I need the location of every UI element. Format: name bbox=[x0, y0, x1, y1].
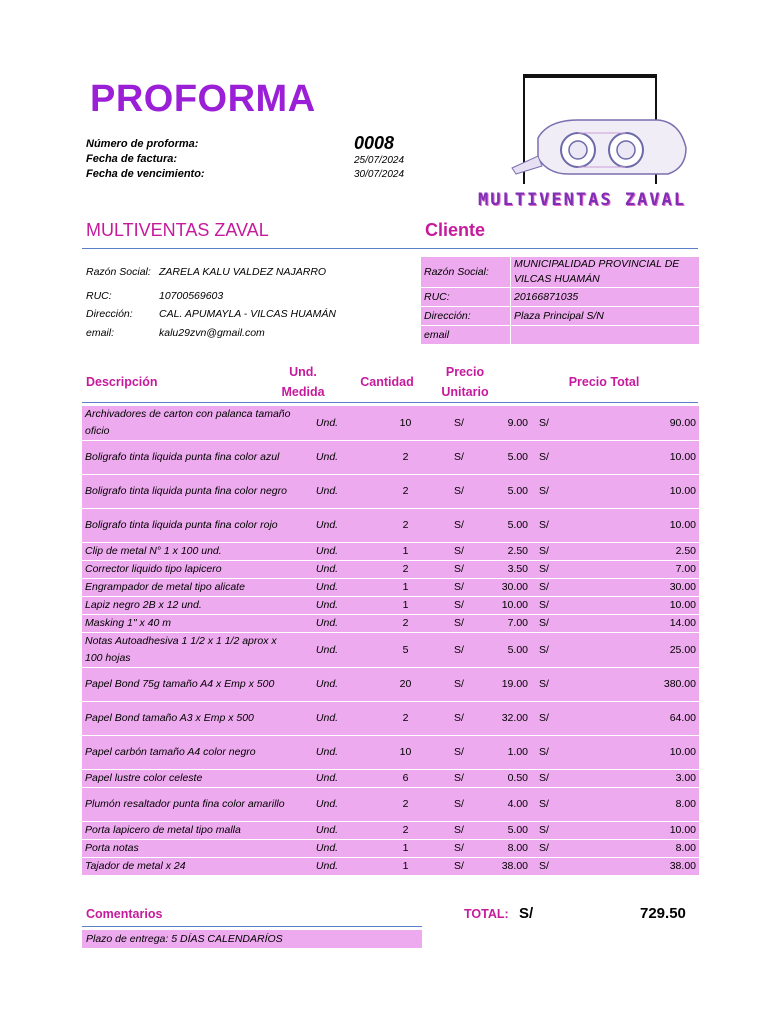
item-unit-currency: S/ bbox=[451, 475, 481, 509]
client-ruc-label: RUC: bbox=[421, 288, 511, 306]
comments-text: Plazo de entrega: 5 DÍAS CALENDARÍOS bbox=[82, 930, 422, 948]
item-quantity: 2 bbox=[360, 788, 451, 822]
header-divider bbox=[82, 402, 698, 403]
item-unit-currency: S/ bbox=[451, 509, 481, 543]
item-total-price: 3.00 bbox=[566, 770, 699, 788]
client-row-address bbox=[421, 307, 699, 326]
item-unit: Und. bbox=[294, 668, 360, 702]
item-total-price: 10.00 bbox=[566, 509, 699, 543]
item-quantity: 10 bbox=[360, 736, 451, 770]
company-email-value: kalu29zvn@gmail.com bbox=[159, 327, 265, 339]
item-total-price: 10.00 bbox=[566, 441, 699, 475]
client-heading: Cliente bbox=[425, 220, 486, 240]
proforma-number-label: Número de proforma: bbox=[86, 138, 199, 150]
item-unit-price: 9.00 bbox=[481, 406, 531, 441]
item-unit: Und. bbox=[294, 633, 360, 668]
table-row bbox=[82, 668, 699, 702]
company-address-label: Dirección: bbox=[86, 308, 133, 320]
item-total-price: 8.00 bbox=[566, 788, 699, 822]
table-row bbox=[82, 770, 699, 788]
header-quantity: Cantidad bbox=[360, 375, 414, 389]
item-unit-price: 5.00 bbox=[481, 475, 531, 509]
item-unit: Und. bbox=[294, 822, 360, 840]
item-unit: Und. bbox=[294, 858, 360, 876]
item-total-price: 38.00 bbox=[566, 858, 699, 876]
items-table bbox=[82, 406, 699, 876]
item-quantity: 2 bbox=[360, 441, 451, 475]
table-row bbox=[82, 736, 699, 770]
item-quantity: 2 bbox=[360, 615, 451, 633]
item-unit-price: 19.00 bbox=[481, 668, 531, 702]
item-quantity: 2 bbox=[360, 475, 451, 509]
header-total-price: Precio Total bbox=[568, 375, 640, 389]
item-unit-price: 2.50 bbox=[481, 543, 531, 561]
client-details bbox=[421, 257, 699, 345]
item-total-currency: S/ bbox=[531, 770, 566, 788]
item-description: Boligrafo tinta liquida punta fina color rojo bbox=[82, 509, 294, 543]
table-row bbox=[82, 788, 699, 822]
item-unit-price: 7.00 bbox=[481, 615, 531, 633]
document-title: PROFORMA bbox=[90, 78, 316, 120]
item-total-currency: S/ bbox=[531, 840, 566, 858]
company-ruc-label: RUC: bbox=[86, 290, 112, 302]
header-unit-price: Precio Unitario bbox=[441, 365, 489, 399]
item-quantity: 10 bbox=[360, 406, 451, 441]
table-row bbox=[82, 509, 699, 543]
table-row bbox=[82, 579, 699, 597]
item-total-price: 64.00 bbox=[566, 702, 699, 736]
table-row bbox=[82, 822, 699, 840]
header-unit: Und. Medida bbox=[281, 365, 325, 399]
header-description: Descripción bbox=[86, 375, 158, 389]
item-unit-price: 1.00 bbox=[481, 736, 531, 770]
company-heading: MULTIVENTAS ZAVAL bbox=[86, 220, 269, 240]
item-unit-currency: S/ bbox=[451, 543, 481, 561]
item-unit: Und. bbox=[294, 702, 360, 736]
item-total-currency: S/ bbox=[531, 633, 566, 668]
item-unit-price: 4.00 bbox=[481, 788, 531, 822]
table-row bbox=[82, 597, 699, 615]
client-row-razon bbox=[421, 257, 699, 288]
item-unit-currency: S/ bbox=[451, 597, 481, 615]
company-address-value: CAL. APUMAYLA - VILCAS HUAMÁN bbox=[159, 308, 336, 320]
item-description: Papel Bond 75g tamaño A4 x Emp x 500 bbox=[82, 668, 294, 702]
total-currency: S/ bbox=[519, 905, 534, 922]
item-description: Boligrafo tinta liquida punta fina color azul bbox=[82, 441, 294, 475]
total-value: 729.50 bbox=[640, 905, 686, 922]
item-quantity: 2 bbox=[360, 702, 451, 736]
item-description: Lapiz negro 2B x 12 und. bbox=[82, 597, 294, 615]
table-row bbox=[82, 543, 699, 561]
item-description: Plumón resaltador punta fina color amarillo bbox=[82, 788, 294, 822]
item-total-currency: S/ bbox=[531, 579, 566, 597]
item-quantity: 1 bbox=[360, 597, 451, 615]
item-description: Corrector liquido tipo lapicero bbox=[82, 561, 294, 579]
company-razon-label: Razón Social: bbox=[86, 266, 151, 278]
table-row bbox=[82, 702, 699, 736]
item-unit-currency: S/ bbox=[451, 406, 481, 441]
item-unit-price: 3.50 bbox=[481, 561, 531, 579]
item-description: Boligrafo tinta liquida punta fina color negro bbox=[82, 475, 294, 509]
item-unit-currency: S/ bbox=[451, 561, 481, 579]
item-description: Archivadores de carton con palanca tamaño oficio bbox=[82, 406, 294, 441]
item-unit-currency: S/ bbox=[451, 788, 481, 822]
item-quantity: 5 bbox=[360, 633, 451, 668]
client-email-label: email bbox=[421, 326, 511, 344]
item-unit: Und. bbox=[294, 840, 360, 858]
company-email-label: email: bbox=[86, 327, 115, 339]
item-unit-price: 5.00 bbox=[481, 509, 531, 543]
table-row bbox=[82, 840, 699, 858]
due-date: 30/07/2024 bbox=[354, 169, 405, 180]
item-unit: Und. bbox=[294, 441, 360, 475]
item-total-price: 25.00 bbox=[566, 633, 699, 668]
item-description: Porta notas bbox=[82, 840, 294, 858]
item-total-currency: S/ bbox=[531, 858, 566, 876]
item-total-price: 2.50 bbox=[566, 543, 699, 561]
item-unit-currency: S/ bbox=[451, 770, 481, 788]
item-total-currency: S/ bbox=[531, 788, 566, 822]
logo-wordmark: MULTIVENTAS ZAVAL bbox=[478, 190, 686, 210]
section-divider bbox=[82, 248, 698, 249]
item-total-currency: S/ bbox=[531, 822, 566, 840]
item-unit: Und. bbox=[294, 543, 360, 561]
item-total-currency: S/ bbox=[531, 597, 566, 615]
item-unit-currency: S/ bbox=[451, 579, 481, 597]
table-row bbox=[82, 615, 699, 633]
item-total-price: 14.00 bbox=[566, 615, 699, 633]
item-description: Masking 1" x 40 m bbox=[82, 615, 294, 633]
item-quantity: 1 bbox=[360, 543, 451, 561]
logo-illustration bbox=[508, 108, 698, 188]
item-total-currency: S/ bbox=[531, 475, 566, 509]
item-description: Porta lapicero de metal tipo malla bbox=[82, 822, 294, 840]
item-unit: Und. bbox=[294, 615, 360, 633]
item-quantity: 20 bbox=[360, 668, 451, 702]
client-razon-value: MUNICIPALIDAD PROVINCIAL DE VILCAS HUAMÁN bbox=[514, 258, 680, 285]
client-address-value: Plaza Principal S/N bbox=[514, 310, 604, 322]
invoice-date-label: Fecha de factura: bbox=[86, 153, 178, 165]
item-unit-currency: S/ bbox=[451, 858, 481, 876]
item-total-currency: S/ bbox=[531, 441, 566, 475]
table-row bbox=[82, 406, 699, 441]
item-unit-currency: S/ bbox=[451, 840, 481, 858]
client-row-ruc bbox=[421, 288, 699, 307]
comments-heading: Comentarios bbox=[86, 907, 163, 921]
item-unit: Und. bbox=[294, 770, 360, 788]
item-unit: Und. bbox=[294, 509, 360, 543]
item-description: Notas Autoadhesiva 1 1/2 x 1 1/2 aprox x 100 hojas bbox=[82, 633, 294, 668]
item-quantity: 1 bbox=[360, 858, 451, 876]
item-total-currency: S/ bbox=[531, 509, 566, 543]
item-unit-price: 38.00 bbox=[481, 858, 531, 876]
item-total-price: 380.00 bbox=[566, 668, 699, 702]
invoice-date: 25/07/2024 bbox=[354, 155, 405, 166]
item-quantity: 6 bbox=[360, 770, 451, 788]
item-quantity: 2 bbox=[360, 561, 451, 579]
client-address-label: Dirección: bbox=[421, 307, 511, 325]
item-unit: Und. bbox=[294, 788, 360, 822]
item-unit-currency: S/ bbox=[451, 822, 481, 840]
item-description: Clip de metal N° 1 x 100 und. bbox=[82, 543, 294, 561]
table-row bbox=[82, 858, 699, 876]
item-unit: Und. bbox=[294, 406, 360, 441]
table-row bbox=[82, 475, 699, 509]
item-unit-price: 8.00 bbox=[481, 840, 531, 858]
item-unit-currency: S/ bbox=[451, 702, 481, 736]
item-unit-currency: S/ bbox=[451, 633, 481, 668]
client-razon-label: Razón Social: bbox=[421, 257, 511, 287]
item-total-currency: S/ bbox=[531, 736, 566, 770]
item-total-currency: S/ bbox=[531, 406, 566, 441]
item-unit: Und. bbox=[294, 579, 360, 597]
item-unit-currency: S/ bbox=[451, 615, 481, 633]
item-total-price: 7.00 bbox=[566, 561, 699, 579]
due-date-label: Fecha de vencimiento: bbox=[86, 168, 205, 180]
item-total-price: 10.00 bbox=[566, 597, 699, 615]
client-row-email bbox=[421, 326, 699, 345]
item-total-currency: S/ bbox=[531, 561, 566, 579]
item-total-price: 30.00 bbox=[566, 579, 699, 597]
item-quantity: 1 bbox=[360, 579, 451, 597]
item-unit-currency: S/ bbox=[451, 736, 481, 770]
item-description: Papel carbón tamaño A4 color negro bbox=[82, 736, 294, 770]
item-unit-price: 0.50 bbox=[481, 770, 531, 788]
item-unit-price: 5.00 bbox=[481, 822, 531, 840]
item-total-currency: S/ bbox=[531, 668, 566, 702]
item-unit-price: 30.00 bbox=[481, 579, 531, 597]
item-total-currency: S/ bbox=[531, 702, 566, 736]
client-ruc-value: 20166871035 bbox=[514, 291, 579, 303]
proforma-number: 0008 bbox=[354, 133, 395, 153]
table-row bbox=[82, 633, 699, 668]
item-unit-currency: S/ bbox=[451, 441, 481, 475]
item-unit: Und. bbox=[294, 561, 360, 579]
item-total-currency: S/ bbox=[531, 615, 566, 633]
item-description: Tajador de metal x 24 bbox=[82, 858, 294, 876]
item-quantity: 2 bbox=[360, 509, 451, 543]
item-unit-price: 10.00 bbox=[481, 597, 531, 615]
table-row bbox=[82, 441, 699, 475]
item-description: Papel lustre color celeste bbox=[82, 770, 294, 788]
item-description: Papel Bond tamaño A3 x Emp x 500 bbox=[82, 702, 294, 736]
item-unit-currency: S/ bbox=[451, 668, 481, 702]
company-ruc-value: 10700569603 bbox=[159, 290, 224, 302]
item-total-price: 8.00 bbox=[566, 840, 699, 858]
comments-divider bbox=[82, 926, 422, 927]
item-unit: Und. bbox=[294, 475, 360, 509]
item-quantity: 1 bbox=[360, 840, 451, 858]
item-total-price: 90.00 bbox=[566, 406, 699, 441]
client-email-value bbox=[511, 326, 699, 344]
item-total-price: 10.00 bbox=[566, 822, 699, 840]
item-total-price: 10.00 bbox=[566, 736, 699, 770]
item-total-price: 10.00 bbox=[566, 475, 699, 509]
item-total-currency: S/ bbox=[531, 543, 566, 561]
item-unit-price: 5.00 bbox=[481, 633, 531, 668]
company-razon-value: ZARELA KALU VALDEZ NAJARRO bbox=[159, 266, 327, 278]
item-unit-price: 32.00 bbox=[481, 702, 531, 736]
table-row bbox=[82, 561, 699, 579]
item-unit-price: 5.00 bbox=[481, 441, 531, 475]
item-unit: Und. bbox=[294, 736, 360, 770]
item-description: Engrampador de metal tipo alicate bbox=[82, 579, 294, 597]
total-label: TOTAL: bbox=[464, 907, 509, 921]
item-quantity: 2 bbox=[360, 822, 451, 840]
item-unit: Und. bbox=[294, 597, 360, 615]
